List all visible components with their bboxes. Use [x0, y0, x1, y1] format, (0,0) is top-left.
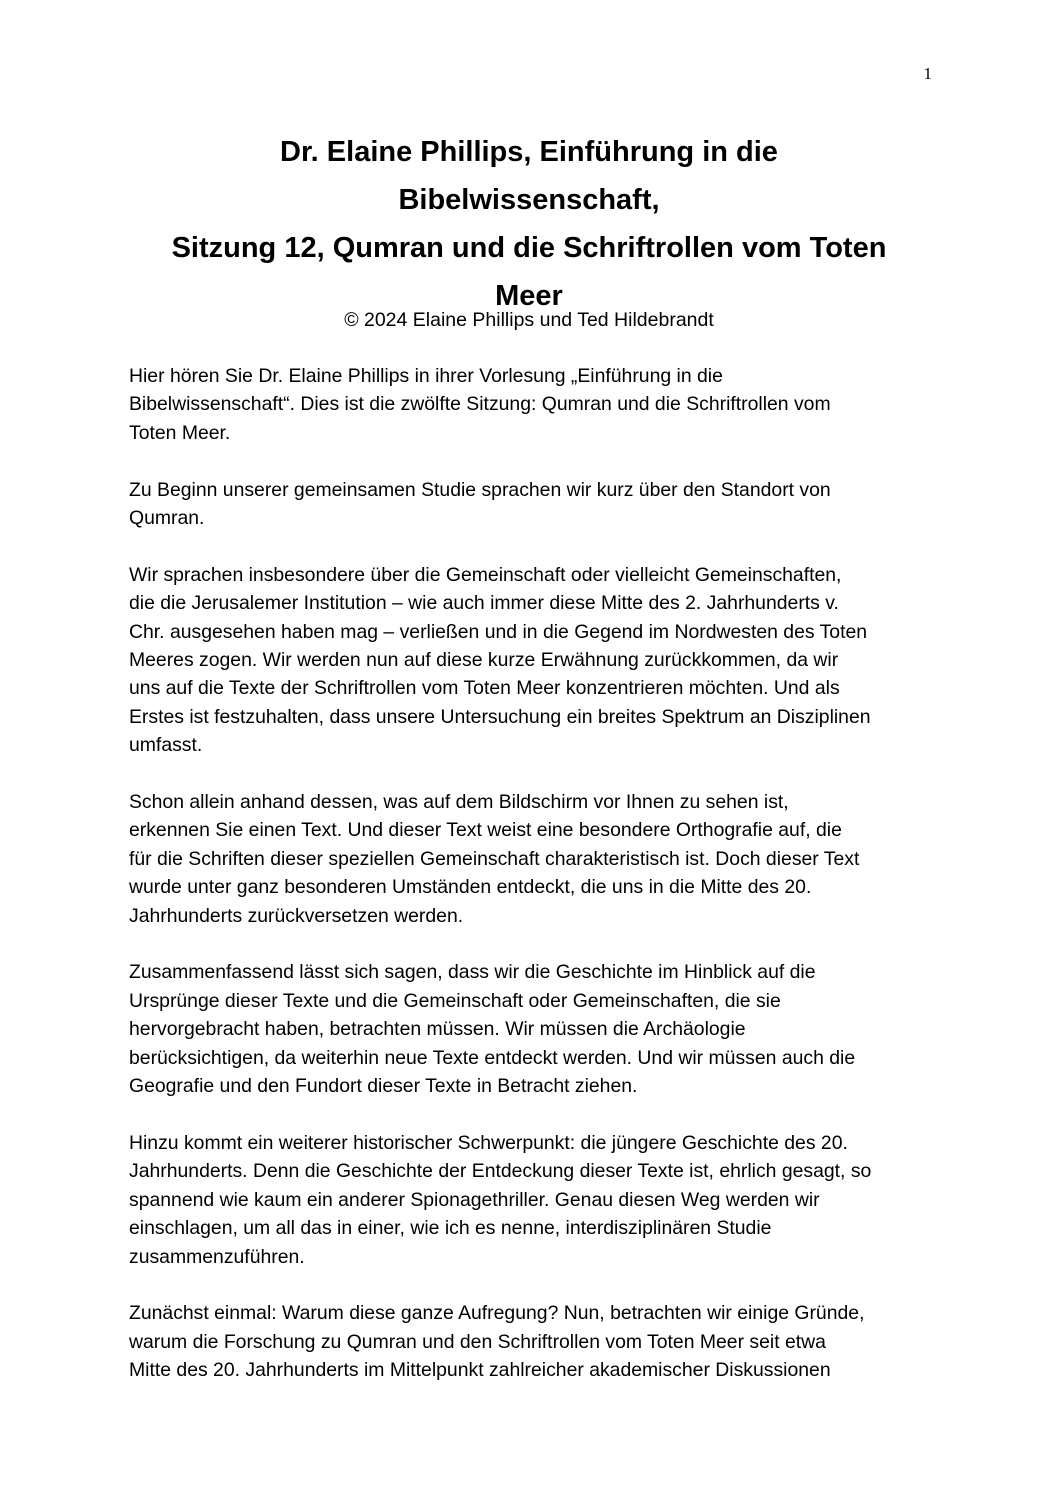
text-line: Qumran.	[129, 507, 205, 530]
text-line: Hier hören Sie Dr. Elaine Phillips in ihrer Vorlesung „Einführung in die	[129, 365, 723, 387]
paragraph	[129, 788, 939, 930]
paragraph-intro	[129, 362, 939, 447]
text-line: spannend wie kaum ein anderer Spionagethriller. Genau diesen Weg werden wir	[129, 1188, 820, 1211]
text-line: Wir sprachen insbesondere über die Gemeinschaft oder vielleicht Gemeinschaften,	[129, 563, 842, 586]
text-line: zusammenzuführen.	[129, 1245, 305, 1268]
text-line: umfasst.	[129, 734, 203, 757]
text-line: Schon allein anhand dessen, was auf dem Bildschirm vor Ihnen zu sehen ist,	[129, 791, 789, 814]
text-line: Chr. ausgesehen haben mag – verließen und in die Gegend im Nordwesten des Toten	[129, 620, 868, 643]
paragraph	[129, 1299, 939, 1384]
paragraph	[129, 561, 939, 760]
text-line: Geografie und den Fundort dieser Texte in Betracht ziehen.	[129, 1075, 638, 1098]
text-line: die die Jerusalemer Institution – wie auch immer diese Mitte des 2. Jahrhunderts v.	[129, 592, 839, 615]
paragraph	[129, 476, 939, 533]
text-line: Ursprünge dieser Texte und die Gemeinschaft oder Gemeinschaften, die sie	[129, 989, 781, 1012]
text-line: uns auf die Texte der Schriftrollen vom Toten Meer konzentrieren möchten. Und als	[129, 677, 840, 700]
text-line: berücksichtigen, da weiterhin neue Texte entdeckt werden. Und wir müssen auch die	[129, 1046, 856, 1069]
text-line: Mitte des 20. Jahrhunderts im Mittelpunkt zahlreicher akademischer Diskussionen	[129, 1359, 831, 1382]
text-line: Bibelwissenschaft“. Dies ist die zwölfte Sitzung: Qumran und die Schriftrollen vom	[129, 393, 831, 416]
document-body	[129, 362, 939, 1413]
text-line: Zusammenfassend lässt sich sagen, dass wir die Geschichte im Hinblick auf die	[129, 961, 816, 984]
text-line: Meeres zogen. Wir werden nun auf diese kurze Erwähnung zurückkommen, da wir	[129, 649, 839, 672]
text-line: erkennen Sie einen Text. Und dieser Text weist eine besondere Orthografie auf, die	[129, 819, 842, 842]
document-title	[100, 128, 958, 320]
title-line: Meer	[495, 280, 563, 312]
text-line: hervorgebracht haben, betrachten müssen. Wir müssen die Archäologie	[129, 1018, 746, 1041]
text-line: Hinzu kommt ein weiterer historischer Schwerpunkt: die jüngere Geschichte des 20.	[129, 1131, 848, 1154]
title-line: Dr. Elaine Phillips, Einführung in die	[280, 136, 778, 168]
text-line: Toten Meer.	[129, 421, 231, 444]
text-line: Erstes ist festzuhalten, dass unsere Untersuchung ein breites Spektrum an Disziplinen	[129, 705, 871, 728]
title-line: Sitzung 12, Qumran und die Schriftrollen vom Toten	[171, 232, 887, 264]
title-line: Bibelwissenschaft,	[398, 184, 660, 216]
text-line: Zu Beginn unserer gemeinsamen Studie sprachen wir kurz über den Standort von	[129, 478, 831, 501]
paragraph	[129, 958, 939, 1100]
text-line: wurde unter ganz besonderen Umständen entdeckt, die uns in die Mitte des 20.	[129, 876, 812, 899]
copyright-notice: © 2024 Elaine Phillips und Ted Hildebrandt	[344, 309, 714, 331]
text-line: Jahrhunderts zurückversetzen werden.	[129, 904, 464, 927]
text-line: für die Schriften dieser speziellen Gemeinschaft charakteristisch ist. Doch dieser Text	[129, 847, 860, 870]
text-line: warum die Forschung zu Qumran und den Schriftrollen vom Toten Meer seit etwa	[129, 1330, 826, 1353]
page-number: 1	[923, 64, 932, 83]
text-line: Zunächst einmal: Warum diese ganze Aufregung? Nun, betrachten wir einige Gründe,	[129, 1302, 865, 1325]
paragraph	[129, 1129, 939, 1271]
text-line: einschlagen, um all das in einer, wie ich es nenne, interdisziplinären Studie	[129, 1217, 772, 1240]
text-line: Jahrhunderts. Denn die Geschichte der Entdeckung dieser Texte ist, ehrlich gesagt, so	[129, 1160, 872, 1183]
